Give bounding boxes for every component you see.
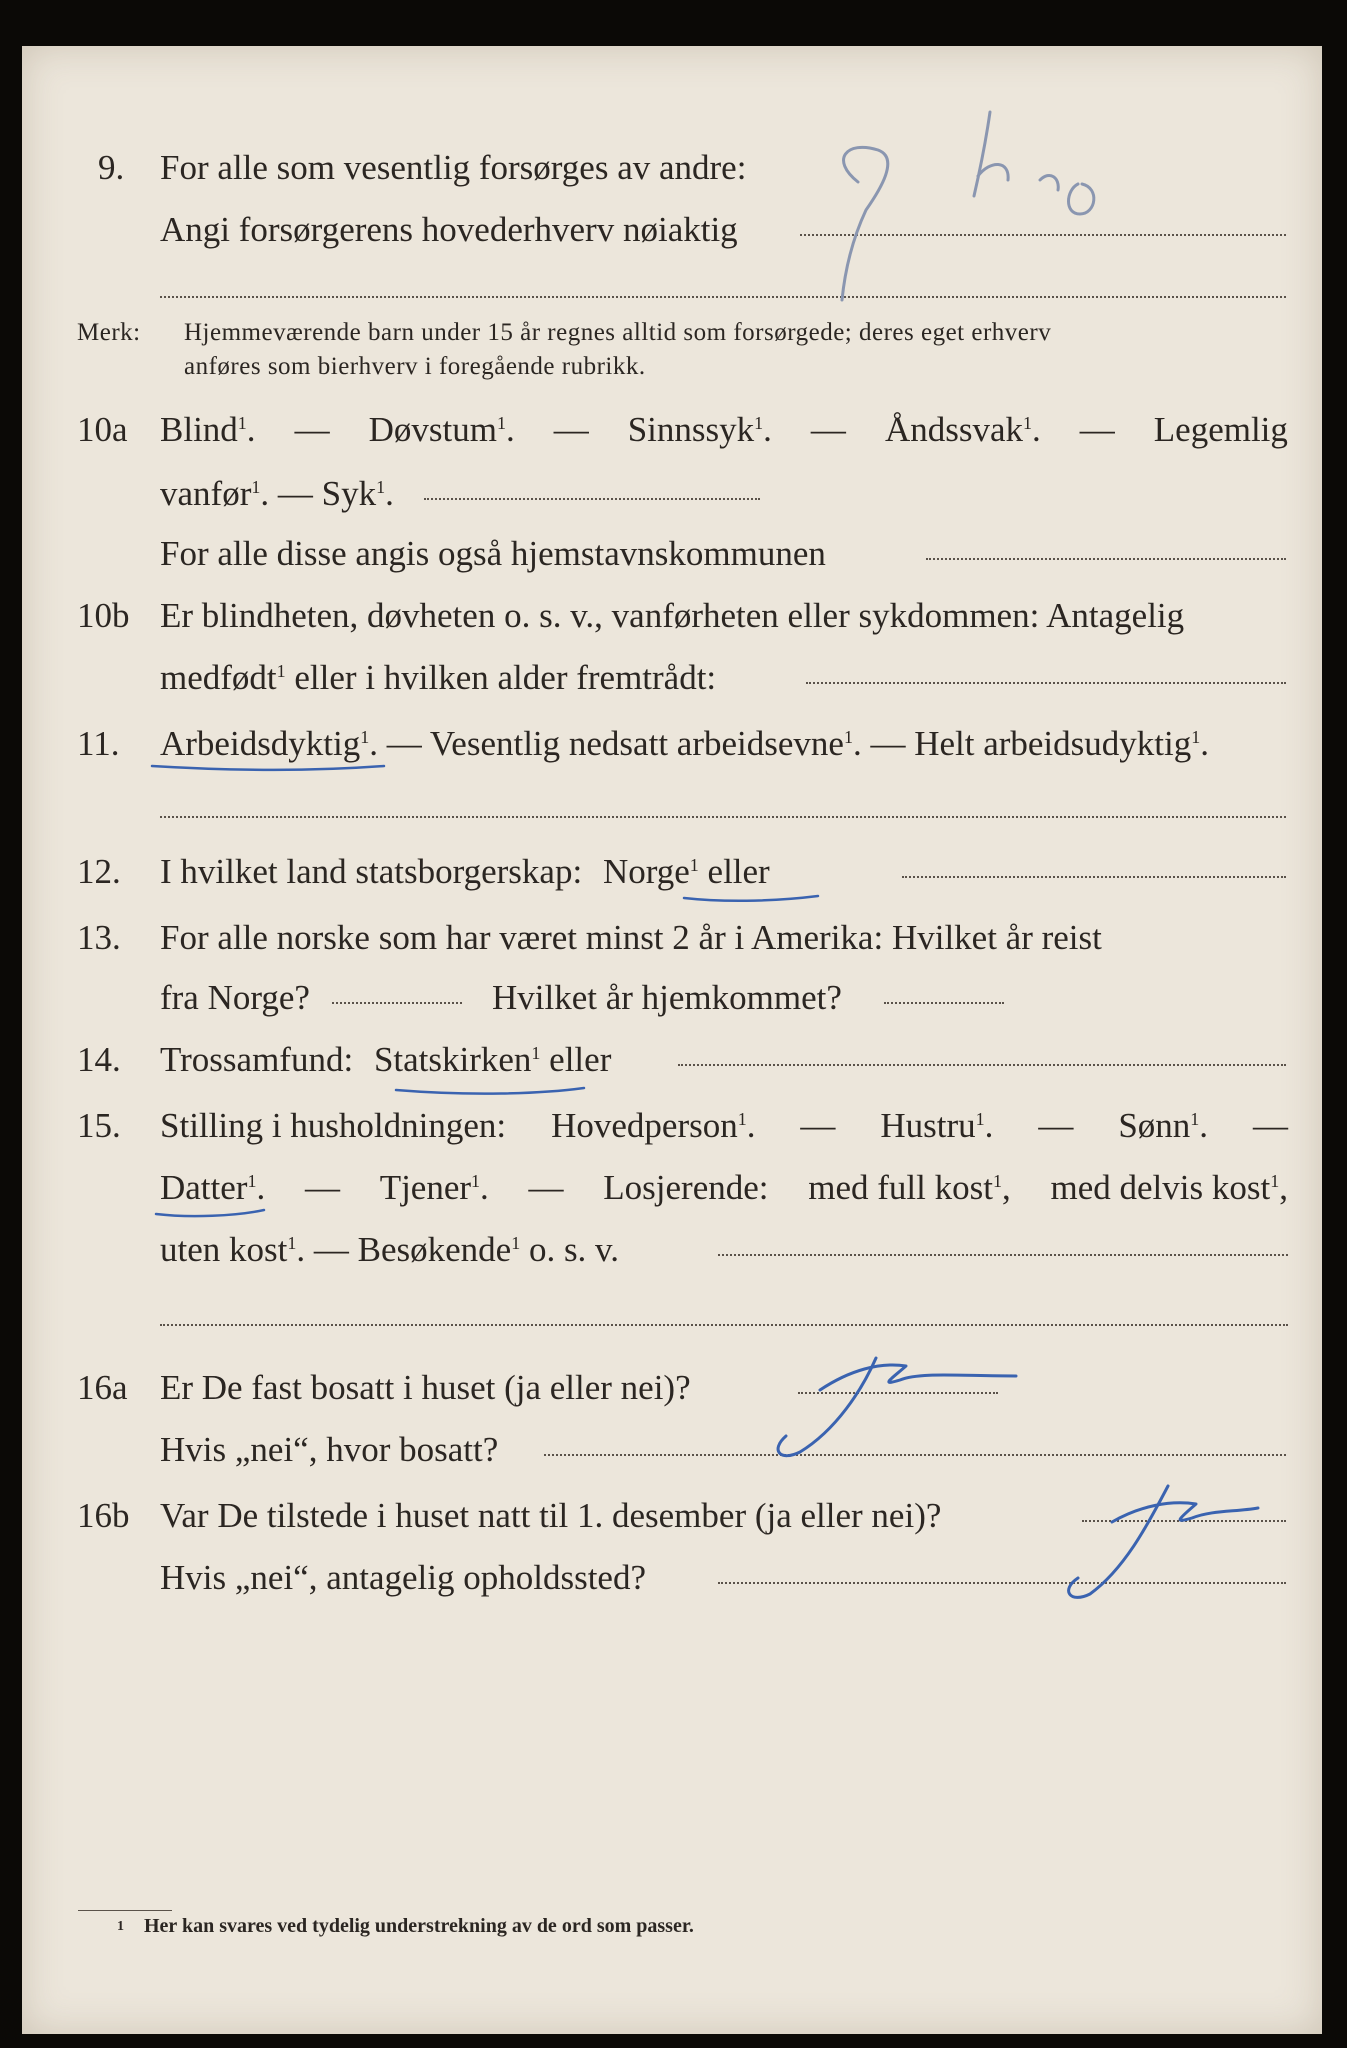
q15-losjerende: Losjerende: <box>603 1168 769 1207</box>
q16b-answer-line[interactable] <box>1082 1520 1286 1522</box>
q13-fra-norge: fra Norge? <box>160 978 310 1017</box>
dash: — <box>870 724 906 763</box>
census-form-page <box>22 46 1322 2034</box>
option-statskirken[interactable]: Statskirken$^1$ <box>373 1040 541 1079</box>
q15-line3 <box>160 1232 619 1267</box>
option-norge[interactable]: Norge$^1$ <box>602 852 699 891</box>
q16a-line2: Hvis „nei“, hvor bosatt? <box>160 1430 499 1469</box>
q10b-line1: Er blindheten, døvheten o. s. v., vanførheten eller sykdommen: Antagelig <box>160 596 1185 635</box>
option-besokende[interactable]: Besøkende$^1$ <box>357 1230 521 1269</box>
q15-line1 <box>160 1108 1288 1143</box>
q10a-number: 10a <box>77 410 128 449</box>
dash: — <box>277 474 313 513</box>
q15-number: 15. <box>77 1106 121 1145</box>
dash: — <box>800 1106 836 1145</box>
dash: — <box>1038 1106 1074 1145</box>
q12-answer-line[interactable] <box>902 876 1286 878</box>
option-hustru[interactable]: Hustru$^1$. <box>880 1106 994 1145</box>
q13-hjemkommet-line[interactable] <box>884 1002 1004 1004</box>
q16b-line2: Hvis „nei“, antagelig opholdssted? <box>160 1558 646 1597</box>
q10a-kommune-line[interactable] <box>926 558 1286 560</box>
dash: — <box>313 1230 349 1269</box>
option-udyktig[interactable]: Helt arbeidsudyktig$^1$. <box>914 724 1209 763</box>
q16a-bosatt-line[interactable] <box>544 1454 1286 1456</box>
q10a-line3: For alle disse angis også hjemstavnskommunen <box>160 534 826 573</box>
footnote-rule <box>78 1910 172 1911</box>
option-dovstum[interactable]: Døvstum$^1$. <box>368 410 515 449</box>
q9-extra-line[interactable] <box>160 296 1286 298</box>
option-tjener[interactable]: Tjener$^1$. <box>379 1168 489 1207</box>
option-vanfor[interactable]: vanfør$^1$. <box>160 474 270 513</box>
q16b-number: 16b <box>77 1496 130 1535</box>
q10a-syk-line[interactable] <box>424 498 760 500</box>
q9-number: 9. <box>98 148 125 187</box>
q16a-answer-line[interactable] <box>798 1392 998 1394</box>
dash: — <box>810 410 846 449</box>
option-sinnssyk[interactable]: Sinnssyk$^1$. <box>627 410 772 449</box>
dash: — <box>553 410 589 449</box>
dash: — <box>386 724 422 763</box>
q13-number: 13. <box>77 918 121 957</box>
q16b-opholdssted-line[interactable] <box>718 1582 1286 1584</box>
merk-label: Merk: <box>77 319 141 346</box>
option-sonn[interactable]: Sønn$^1$. <box>1118 1106 1209 1145</box>
q15-osv: o. s. v. <box>528 1230 620 1269</box>
dash: — <box>1252 1106 1288 1145</box>
q9-answer-line[interactable] <box>800 234 1286 236</box>
q14-line1 <box>160 1042 611 1077</box>
q10b-line2-text: eller i hvilken alder fremtrådt: <box>294 658 717 697</box>
option-blind[interactable]: Blind$^1$. <box>160 410 256 449</box>
option-nedsatt[interactable]: Vesentlig nedsatt arbeidsevne$^1$. <box>429 724 862 763</box>
merk-line2: anføres som bierhverv i foregående rubrikk. <box>184 353 646 380</box>
option-andssvak[interactable]: Åndssvak$^1$. <box>884 410 1041 449</box>
q13-line1: For alle norske som har været minst 2 år i Amerika: Hvilket år reist <box>160 918 1102 957</box>
q12-text: I hvilket land statsborgerskap: <box>160 852 583 891</box>
dash: — <box>528 1168 564 1207</box>
option-arbeidsdyktig[interactable]: Arbeidsdyktig$^1$. <box>160 724 379 763</box>
option-hovedperson[interactable]: Hovedperson$^1$. <box>551 1106 756 1145</box>
q14-text: Trossamfund: <box>160 1040 354 1079</box>
q11-line1 <box>160 726 1209 761</box>
q15-label: Stilling i husholdningen: <box>160 1106 507 1145</box>
merk-line1: Hjemmeværende barn under 15 år regnes alltid som forsørgede; deres eget erhverv <box>184 319 1052 346</box>
q16b-line1: Var De tilstede i huset natt til 1. desember (ja eller nei)? <box>160 1496 942 1535</box>
q12-number: 12. <box>77 852 121 891</box>
q10b-line2 <box>160 660 716 695</box>
q10b-number: 10b <box>77 596 130 635</box>
q11-number: 11. <box>77 724 120 763</box>
q12-line1 <box>160 854 770 889</box>
option-datter[interactable]: Datter$^1$. <box>160 1168 266 1207</box>
q10a-line2 <box>160 476 394 511</box>
option-legemlig[interactable]: Legemlig <box>1153 410 1288 449</box>
option-medfodt[interactable]: medfødt$^1$ <box>160 658 286 697</box>
q10a-line1 <box>160 412 1288 447</box>
option-syk[interactable]: Syk$^1$. <box>321 474 394 513</box>
q9-line2: Angi forsørgerens hovederhverv nøiaktig <box>160 210 738 249</box>
footnote-mark: 1 <box>117 1919 124 1934</box>
footnote-text: Her kan svares ved tydelig understrekning av de ord som passer. <box>144 1915 694 1937</box>
dash: — <box>294 410 330 449</box>
q15-extra-line[interactable] <box>160 1324 1288 1326</box>
q16a-line1: Er De fast bosatt i huset (ja eller nei)? <box>160 1368 691 1407</box>
q14-answer-line[interactable] <box>678 1064 1286 1066</box>
q16a-number: 16a <box>77 1368 128 1407</box>
q11-extra-line[interactable] <box>160 816 1286 818</box>
q9-line1: For alle som vesentlig forsørges av andre: <box>160 148 747 187</box>
q13-hjemkommet: Hvilket år hjemkommet? <box>492 978 842 1017</box>
q14-eller: eller <box>549 1040 612 1079</box>
dash: — <box>304 1168 340 1207</box>
q13-reist-line[interactable] <box>332 1002 462 1004</box>
q15-line2 <box>160 1170 1288 1205</box>
dash: — <box>1079 410 1115 449</box>
q15-answer-line[interactable] <box>718 1254 1288 1256</box>
option-uten-kost[interactable]: uten kost$^1$. <box>160 1230 306 1269</box>
q12-eller: eller <box>707 852 770 891</box>
q10b-answer-line[interactable] <box>806 682 1286 684</box>
option-full-kost[interactable]: med full kost$^1$, <box>808 1168 1011 1207</box>
q14-number: 14. <box>77 1040 121 1079</box>
option-delvis-kost[interactable]: med delvis kost$^1$, <box>1050 1168 1288 1207</box>
